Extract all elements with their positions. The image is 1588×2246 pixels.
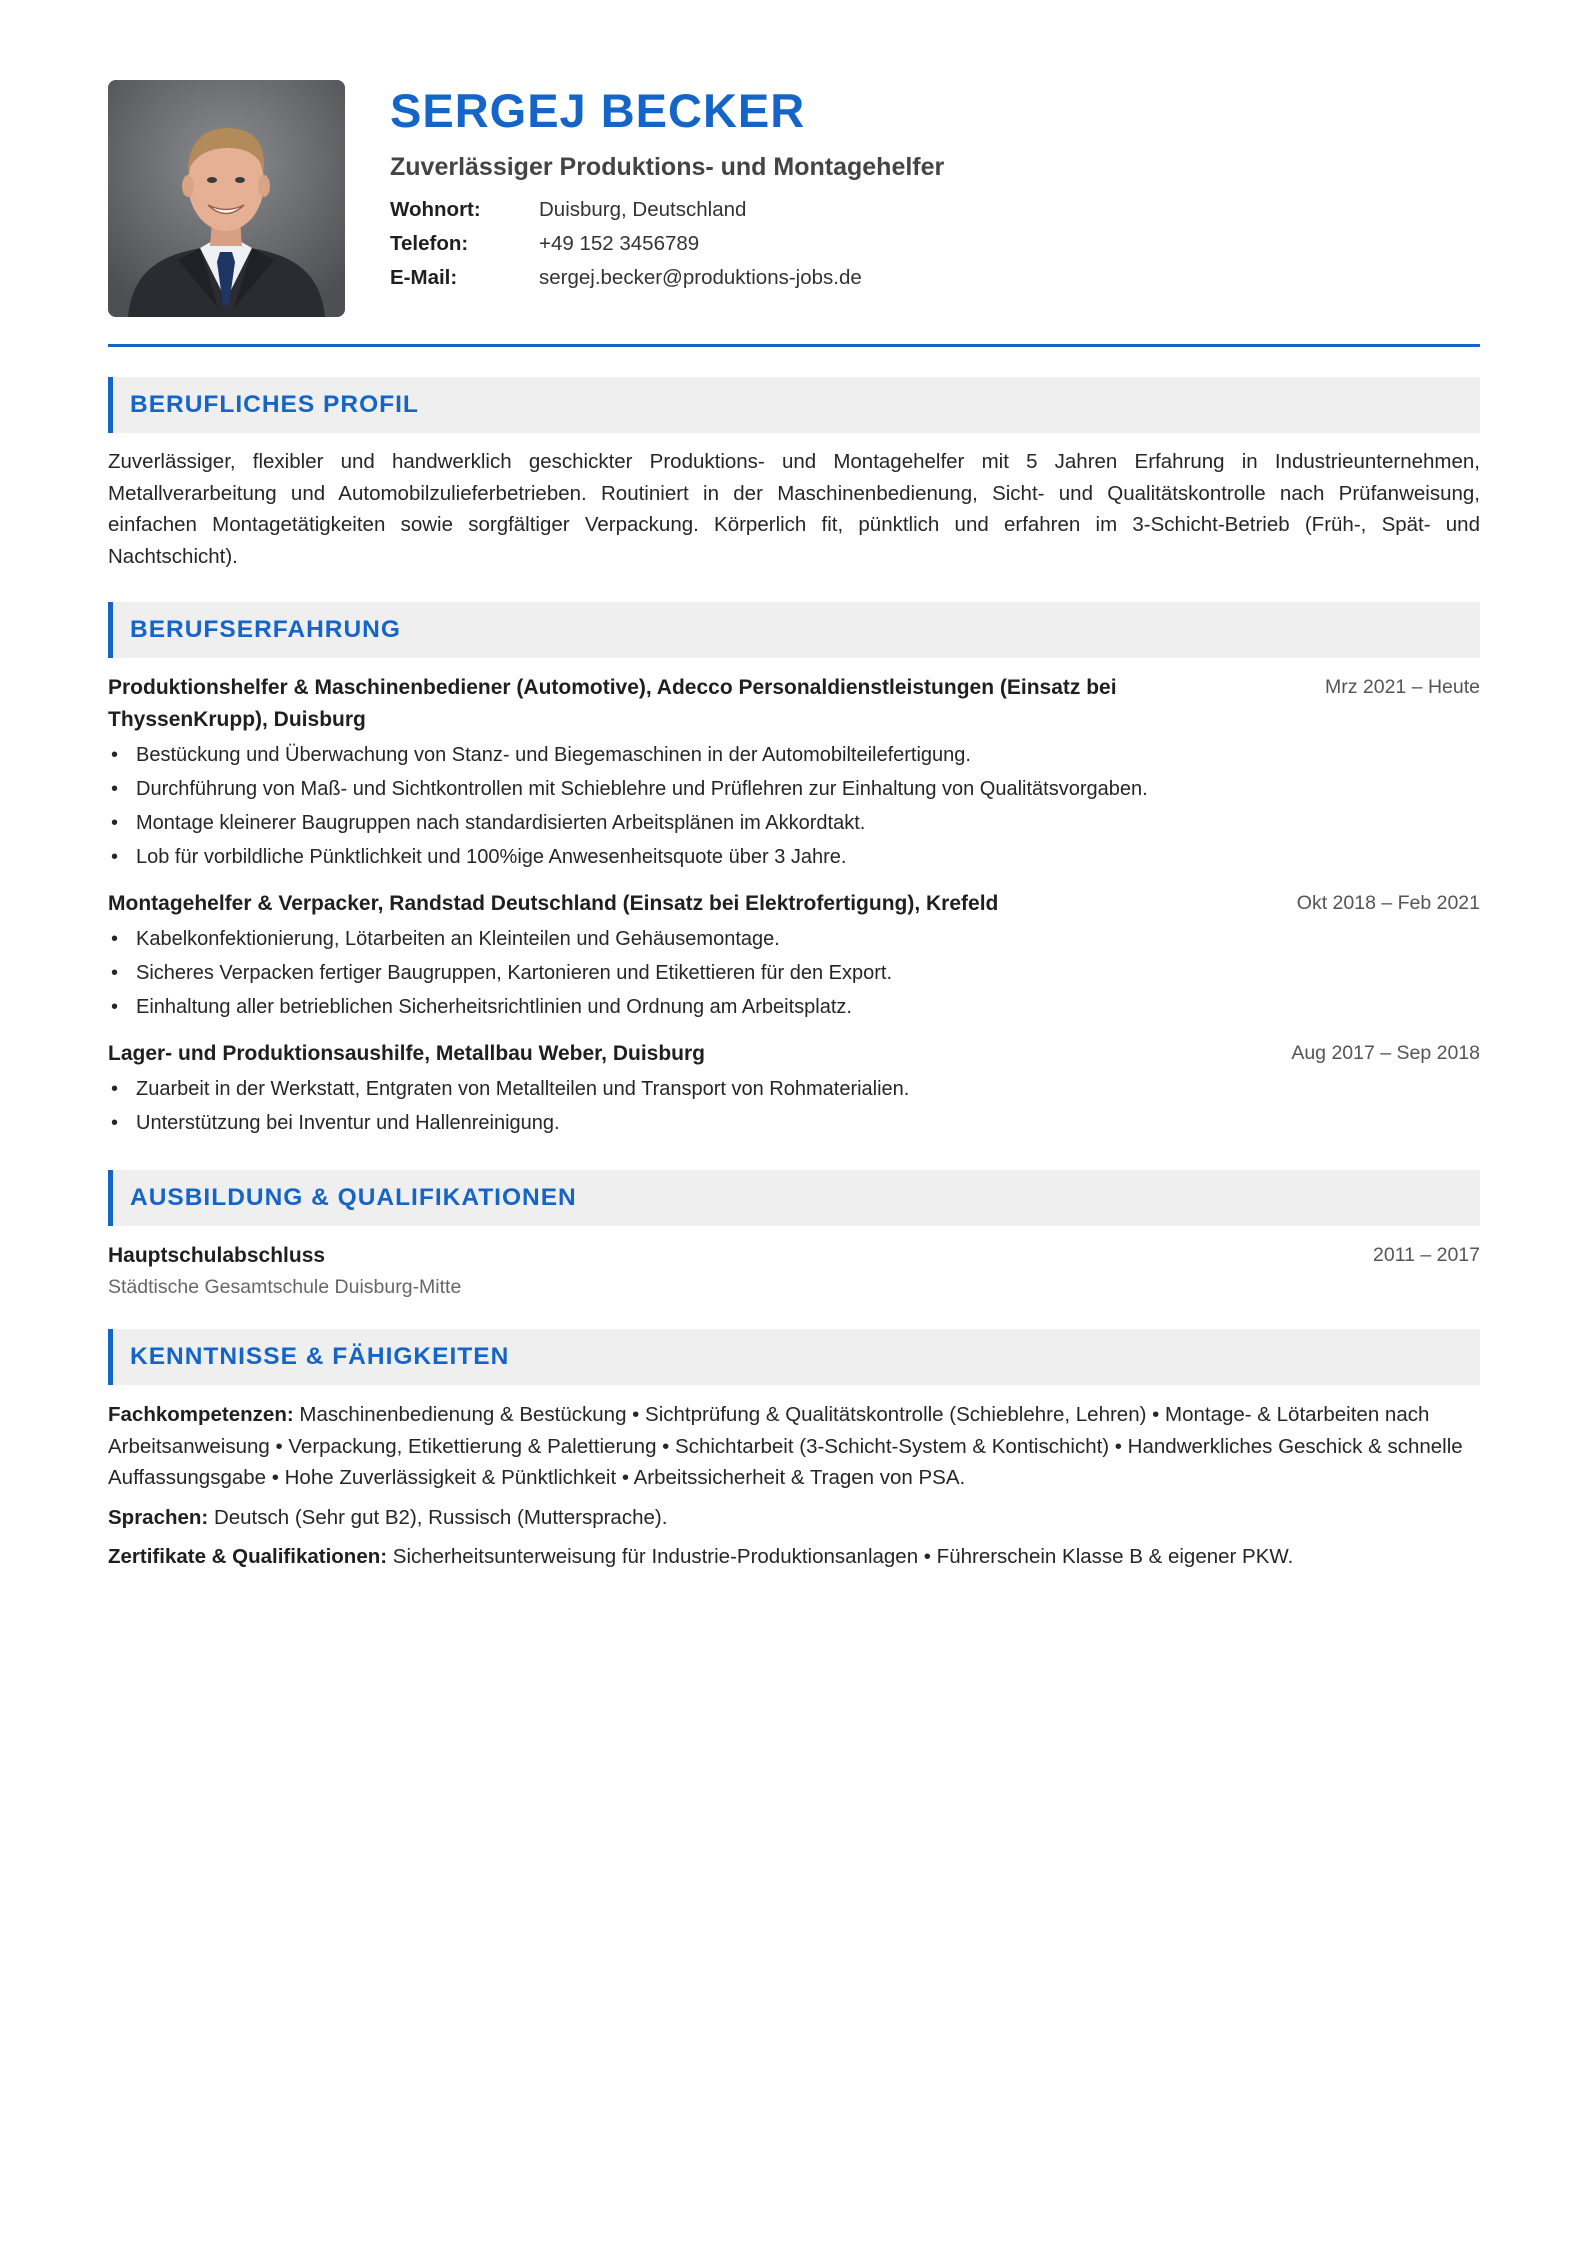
job-title: Produktionshelfer & Maschinenbediener (Automotive), Adecco Personaldienstleistungen (Einsatz bei ThyssenKrupp), Duisburg	[108, 676, 1117, 731]
section-title-skills: KENNTNISSE & FÄHIGKEITEN	[130, 1343, 510, 1370]
skill-text: Maschinenbedienung & Bestückung • Sichtprüfung & Qualitätskontrolle (Schieblehre, Lehren) • Montage- & Lötarbeiten nach Arbeitsanweisung • Verpackung, Etikettierung & Palettierung • Schichtarbeit (3-Schicht-System & Kontischicht) • Handwerkliches Geschick & schnelle Auffassungsgabe • Hohe Zuverlässigkeit & Pünktlichkeit • Arbeitssicherheit & Tragen von PSA.	[108, 1403, 1463, 1489]
contact-value-email: sergej.becker@produktions-jobs.de	[539, 266, 862, 290]
job-date: Okt 2018 – Feb 2021	[1296, 892, 1480, 914]
job-date: Mrz 2021 – Heute	[1324, 676, 1480, 698]
candidate-name: SERGEJ BECKER	[390, 84, 806, 137]
education-entry	[108, 1240, 1480, 1299]
job-entry	[108, 672, 1480, 874]
skills-list	[108, 1399, 1480, 1573]
job-bullet: • Montage kleinerer Baugruppen nach standardisierten Arbeitsplänen im Akkordtakt.	[136, 806, 1480, 840]
section-title-profile: BERUFLICHES PROFIL	[130, 391, 419, 418]
section-title-education: AUSBILDUNG & QUALIFIKATIONEN	[130, 1184, 577, 1211]
skill-text: Sicherheitsunterweisung für Industrie-Produktionsanlagen • Führerschein Klasse B & eigener PKW.	[392, 1545, 1294, 1568]
skill-text: Deutsch (Sehr gut B2), Russisch (Muttersprache).	[213, 1505, 668, 1529]
section-header-experience	[108, 602, 1480, 658]
skill-label: Sprachen:	[108, 1505, 209, 1529]
job-bullets	[108, 1072, 1480, 1140]
job-bullet: • Sicheres Verpacken fertiger Baugruppen, Kartonieren und Etikettieren für den Export.	[136, 956, 1480, 990]
candidate-tagline: Zuverlässiger Produktions- und Montagehelfer	[390, 153, 945, 182]
education-degree: Hauptschulabschluss	[108, 1244, 326, 1267]
profile-summary: Zuverlässiger, flexibler und handwerklich geschickter Produktions- und Montagehelfer mit 5 Jahren Erfahrung in Industrieunternehmen, Metallverarbeitung und Automobilzulieferbetrieben. Routiniert in der Maschinenbedienung, Sicht- und Qualitätskontrolle nach Prüfanweisung, einfachen Montagetätigkeiten sowie sorgfältiger Verpackung. Körperlich fit, pünktlich und erfahren im 3-Schicht-Betrieb (Früh-, Spät- und Nachtschicht).	[108, 450, 1480, 568]
job-entry	[108, 1038, 1480, 1140]
profile-photo	[108, 80, 345, 317]
job-bullet: • Kabelkonfektionierung, Lötarbeiten an Kleinteilen und Gehäusemontage.	[136, 922, 1480, 956]
contact-details	[390, 196, 944, 292]
skill-label: Fachkompetenzen:	[108, 1403, 294, 1426]
contact-label-phone: Telefon:	[390, 232, 469, 256]
job-bullet: • Lob für vorbildliche Pünktlichkeit und 100%ige Anwesenheitsquote über 3 Jahre.	[136, 840, 1480, 874]
contact-value-phone: +49 152 3456789	[539, 232, 700, 256]
header-divider	[108, 344, 1480, 347]
job-title: Montagehelfer & Verpacker, Randstad Deutschland (Einsatz bei Elektrofertigung), Krefeld	[108, 892, 999, 915]
job-bullet: • Bestückung und Überwachung von Stanz- und Biegemaschinen in der Automobilteilefertigung.	[136, 738, 1480, 772]
section-header-profile	[108, 377, 1480, 433]
contact-label-email: E-Mail:	[390, 266, 458, 290]
section-header-education	[108, 1170, 1480, 1226]
contact-label-location: Wohnort:	[390, 198, 481, 222]
job-entry	[108, 888, 1480, 1024]
contact-value-location: Duisburg, Deutschland	[539, 198, 747, 222]
skill-row-certificates	[108, 1541, 1480, 1573]
job-bullet: • Unterstützung bei Inventur und Hallenreinigung.	[136, 1106, 1480, 1140]
section-title-experience: BERUFSERFAHRUNG	[130, 616, 401, 643]
header-text	[390, 80, 944, 292]
job-date: Aug 2017 – Sep 2018	[1291, 1042, 1480, 1064]
section-header-skills	[108, 1329, 1480, 1385]
job-bullet: • Zuarbeit in der Werkstatt, Entgraten von Metallteilen und Transport von Rohmaterialien.	[136, 1072, 1480, 1106]
resume-header	[108, 80, 1480, 317]
skill-label: Zertifikate & Qualifikationen:	[108, 1545, 388, 1568]
job-bullets	[108, 738, 1480, 874]
job-bullets	[108, 922, 1480, 1024]
education-school: Städtische Gesamtschule Duisburg-Mitte	[108, 1276, 462, 1298]
education-date: 2011 – 2017	[1373, 1244, 1480, 1266]
skill-row-expertise	[108, 1399, 1480, 1494]
job-bullet: • Einhaltung aller betrieblichen Sicherheitsrichtlinien und Ordnung am Arbeitsplatz.	[136, 990, 1480, 1024]
skill-row-languages	[108, 1502, 1480, 1534]
job-bullet: • Durchführung von Maß- und Sichtkontrollen mit Schieblehre und Prüflehren zur Einhaltung von Qualitätsvorgaben.	[136, 772, 1480, 806]
job-title: Lager- und Produktionsaushilfe, Metallbau Weber, Duisburg	[108, 1042, 706, 1065]
